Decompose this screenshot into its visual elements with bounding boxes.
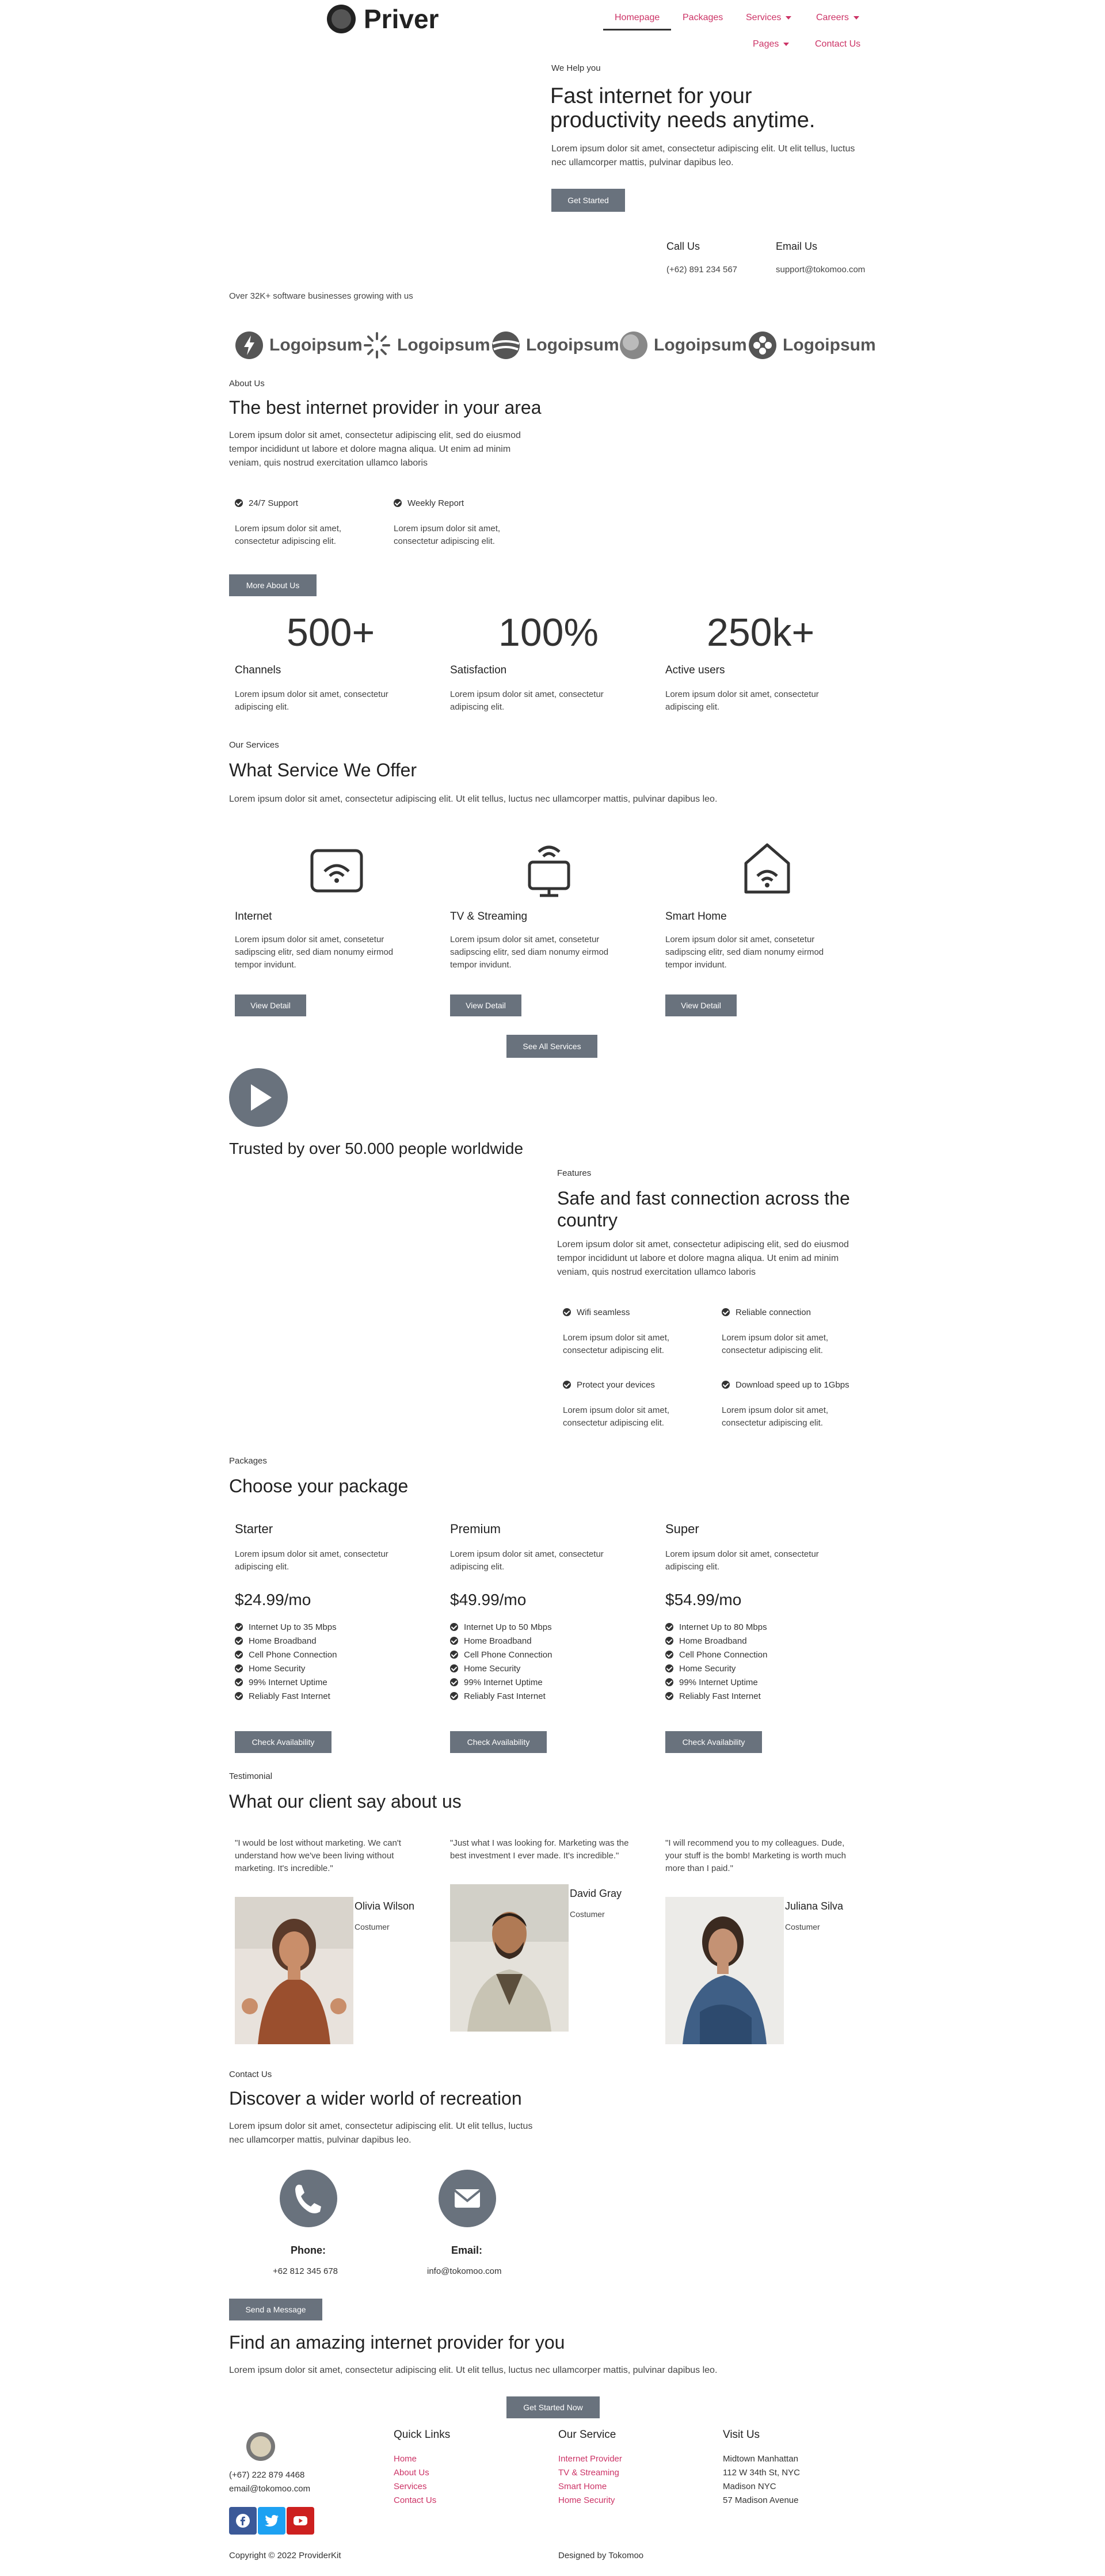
plan-feature — [450, 1676, 552, 1690]
plan-features-super — [665, 1621, 767, 1704]
email-label: Email: — [451, 2245, 483, 2256]
feature-label: Download speed up to 1Gbps — [736, 1380, 849, 1390]
check-circle-icon — [235, 1651, 243, 1659]
client-logo-text: Logoipsum — [654, 336, 747, 355]
check-availability-super-button[interactable]: Check Availability — [665, 1731, 762, 1753]
plan-features-starter — [235, 1621, 337, 1704]
plan-desc-line2: adipiscing elit. — [665, 1562, 720, 1572]
plan-feature — [450, 1690, 552, 1704]
visit-us-title: Visit Us — [723, 2429, 760, 2441]
service-desc-line1: Lorem ipsum dolor sit amet, consetetur — [450, 935, 600, 944]
view-detail-internet-button[interactable]: View Detail — [235, 994, 306, 1016]
about-feature-report — [394, 498, 464, 508]
client-logo-text: Logoipsum — [526, 336, 619, 355]
check-circle-icon — [235, 1692, 243, 1700]
play-video-button[interactable] — [229, 1068, 288, 1127]
chevron-down-icon — [783, 43, 789, 46]
check-circle-icon — [450, 1637, 458, 1645]
stat-desc-line2: adipiscing elit. — [665, 702, 720, 712]
brand-logo-icon[interactable] — [327, 5, 356, 33]
stat-value-users: 250k+ — [707, 611, 815, 654]
feature-desc-line1: Lorem ipsum dolor sit amet, — [563, 1333, 670, 1343]
cta-title: Find an amazing internet provider for you — [229, 2332, 565, 2353]
plan-feature — [235, 1662, 337, 1676]
hero-desc-line2: nec ullamcorper mattis, pulvinar dapibus leo. — [551, 158, 734, 167]
play-icon — [229, 1068, 288, 1127]
about-feature-desc-line2: consectetur adipiscing elit. — [235, 536, 336, 546]
service-desc-line2: sadipscing elitr, sed diam nonumy eirmod — [235, 947, 394, 957]
youtube-button[interactable] — [287, 2507, 314, 2535]
our-service-title: Our Service — [558, 2429, 616, 2441]
facebook-button[interactable] — [229, 2507, 257, 2535]
service-desc-line1: Lorem ipsum dolor sit amet, consetetur — [235, 935, 384, 944]
service-desc-line3: tempor invidunt. — [235, 960, 296, 970]
client-logo-3 — [491, 330, 619, 360]
check-circle-icon — [563, 1308, 571, 1316]
visit-line: 57 Madison Avenue — [723, 2495, 799, 2505]
check-circle-icon — [665, 1623, 673, 1631]
nav-careers[interactable] — [816, 13, 859, 23]
about-eyebrow: About Us — [229, 379, 265, 388]
testimonial-name-olivia: Olivia Wilson — [355, 1900, 415, 1912]
plan-price-premium: $49.99/mo — [450, 1591, 527, 1609]
check-circle-icon — [235, 499, 243, 507]
about-feature-label: Weekly Report — [407, 498, 464, 508]
about-feature-desc-line1: Lorem ipsum dolor sit amet, — [394, 524, 501, 534]
plan-feature — [235, 1634, 337, 1648]
send-message-button[interactable]: Send a Message — [229, 2299, 322, 2320]
check-circle-icon — [235, 1664, 243, 1672]
testimonial-role: Costumer — [785, 1922, 820, 1931]
testimonial-photo-juliana — [665, 1897, 784, 2044]
plan-feature — [665, 1690, 767, 1704]
testimonials-eyebrow: Testimonial — [229, 1771, 273, 1781]
services-desc: Lorem ipsum dolor sit amet, consectetur adipiscing elit. Ut elit tellus, luctus nec ullamcorper mattis, pulvinar dapibus leo. — [229, 794, 718, 804]
check-circle-icon — [450, 1664, 458, 1672]
chevron-down-icon — [786, 16, 791, 20]
plan-feature-label: Home Broadband — [679, 1636, 747, 1646]
testimonial-name-juliana: Juliana Silva — [785, 1900, 844, 1912]
plan-feature — [450, 1648, 552, 1662]
contact-title: Discover a wider world of recreation — [229, 2088, 522, 2109]
plan-feature-label: Reliably Fast Internet — [679, 1691, 761, 1701]
check-circle-icon — [722, 1308, 730, 1316]
features-desc-line1: Lorem ipsum dolor sit amet, consectetur adipiscing elit, sed do eiusmod — [557, 1240, 849, 1249]
packages-title: Choose your package — [229, 1476, 409, 1496]
call-us-label: Call Us — [666, 241, 700, 252]
feature-desc-line2: consectetur adipiscing elit. — [563, 1418, 664, 1428]
nav-services-label: Services — [746, 13, 782, 22]
packages-eyebrow: Packages — [229, 1456, 267, 1466]
stat-desc-line2: adipiscing elit. — [235, 702, 289, 712]
visit-line: Midtown Manhattan — [723, 2454, 798, 2464]
service-desc-line3: tempor invidunt. — [450, 960, 512, 970]
feature-download — [722, 1380, 849, 1390]
view-detail-smart-home-button[interactable]: View Detail — [665, 994, 737, 1016]
stat-label-satisfaction: Satisfaction — [450, 664, 507, 676]
visit-line: 112 W 34th St, NYC — [723, 2468, 800, 2478]
more-about-us-button[interactable]: More About Us — [229, 574, 317, 596]
stat-desc-line1: Lorem ipsum dolor sit amet, consectetur — [665, 689, 819, 699]
about-feature-desc-line1: Lorem ipsum dolor sit amet, — [235, 524, 342, 534]
testimonial-role: Costumer — [570, 1910, 605, 1919]
tv-streaming-icon — [526, 840, 572, 898]
sphere-logo-icon — [619, 331, 648, 360]
footer-link-smart-home[interactable]: Smart Home — [558, 2482, 607, 2491]
stat-label-users: Active users — [665, 664, 725, 676]
check-circle-icon — [235, 1678, 243, 1686]
feature-wifi — [563, 1308, 630, 1317]
person-photo-icon — [450, 1884, 569, 2032]
feature-desc-line1: Lorem ipsum dolor sit amet, — [563, 1405, 670, 1415]
check-circle-icon — [665, 1678, 673, 1686]
features-eyebrow: Features — [557, 1168, 592, 1178]
get-started-now-button[interactable]: Get Started Now — [506, 2396, 600, 2418]
service-name-internet: Internet — [235, 910, 272, 923]
testimonial-quote-line3: more than I paid." — [665, 1864, 733, 1873]
footer-link-tv[interactable]: TV & Streaming — [558, 2468, 619, 2478]
plan-feature — [665, 1662, 767, 1676]
footer-email[interactable]: email@tokomoo.com — [229, 2484, 311, 2494]
hero-title-line2: productivity needs anytime. — [550, 108, 816, 132]
flower-logo-icon — [748, 331, 777, 360]
client-logo-2 — [363, 330, 490, 360]
nav-contact-us[interactable]: Contact Us — [815, 39, 861, 49]
testimonial-quote-line3: marketing. It's incredible." — [235, 1864, 333, 1873]
plan-feature-label: 99% Internet Uptime — [679, 1678, 758, 1687]
plan-feature-label: 99% Internet Uptime — [249, 1678, 327, 1687]
testimonial-quote-line2: understand how we've been living without — [235, 1851, 394, 1861]
contact-desc-line2: nec ullamcorper mattis, pulvinar dapibus leo. — [229, 2135, 411, 2145]
twitter-button[interactable] — [258, 2507, 285, 2535]
stat-desc-line1: Lorem ipsum dolor sit amet, consectetur — [450, 689, 604, 699]
check-circle-icon — [665, 1664, 673, 1672]
plan-feature-label: Internet Up to 50 Mbps — [464, 1622, 552, 1632]
plan-feature-label: Reliably Fast Internet — [249, 1691, 330, 1701]
plan-feature-label: Cell Phone Connection — [679, 1650, 768, 1660]
check-availability-starter-button[interactable]: Check Availability — [235, 1731, 332, 1753]
see-all-services-button[interactable]: See All Services — [506, 1035, 597, 1058]
plan-price-super: $54.99/mo — [665, 1591, 742, 1609]
service-desc-line3: tempor invidunt. — [665, 960, 727, 970]
waves-logo-icon — [491, 331, 520, 360]
feature-desc-line2: consectetur adipiscing elit. — [722, 1346, 823, 1355]
about-feature-support — [235, 498, 298, 508]
client-logo-text: Logoipsum — [783, 336, 876, 355]
email-us-label: Email Us — [776, 241, 818, 252]
cta-desc: Lorem ipsum dolor sit amet, consectetur adipiscing elit. Ut elit tellus, luctus nec ullamcorper mattis, pulvinar dapibus leo. — [229, 2365, 718, 2375]
nav-pages-label: Pages — [753, 39, 779, 49]
stat-desc-line1: Lorem ipsum dolor sit amet, consectetur — [235, 689, 388, 699]
get-started-button[interactable]: Get Started — [551, 189, 625, 212]
plan-feature-label: Cell Phone Connection — [249, 1650, 337, 1660]
footer-link-contact[interactable]: Contact Us — [394, 2495, 437, 2505]
plan-feature-label: Home Security — [464, 1664, 521, 1674]
footer-logo-icon[interactable] — [246, 2432, 275, 2461]
feature-reliable — [722, 1308, 811, 1317]
about-desc-line1: Lorem ipsum dolor sit amet, consectetur adipiscing elit, sed do eiusmod — [229, 430, 521, 440]
features-desc-line2: tempor incididunt ut labore et dolore magna aliqua. Ut enim ad minim — [557, 1253, 839, 1263]
service-name-tv: TV & Streaming — [450, 910, 528, 923]
twitter-icon — [264, 2514, 279, 2527]
stat-value-satisfaction: 100% — [498, 611, 599, 654]
plan-desc-line1: Lorem ipsum dolor sit amet, consectetur — [665, 1549, 819, 1559]
plan-feature — [235, 1676, 337, 1690]
feature-label: Protect your devices — [577, 1380, 655, 1390]
footer-link-internet[interactable]: Internet Provider — [558, 2454, 622, 2464]
email-contact-button[interactable] — [439, 2170, 496, 2227]
service-desc-line2: sadipscing elitr, sed diam nonumy eirmod — [450, 947, 609, 957]
services-eyebrow: Our Services — [229, 740, 279, 750]
footer-phone[interactable]: (+67) 222 879 4468 — [229, 2470, 305, 2480]
plan-desc-line1: Lorem ipsum dolor sit amet, consectetur — [235, 1549, 388, 1559]
brand-name[interactable]: Priver — [364, 4, 439, 34]
stat-label-channels: Channels — [235, 664, 281, 676]
check-circle-icon — [665, 1651, 673, 1659]
testimonial-quote-line1: "I would be lost without marketing. We can't — [235, 1838, 401, 1848]
copyright: Copyright © 2022 ProviderKit — [229, 2551, 341, 2560]
contact-desc-line1: Lorem ipsum dolor sit amet, consectetur adipiscing elit. Ut elit tellus, luctus — [229, 2121, 533, 2131]
testimonial-role: Costumer — [355, 1922, 390, 1931]
plan-name-premium: Premium — [450, 1522, 501, 1536]
feature-desc-line2: consectetur adipiscing elit. — [722, 1418, 823, 1428]
email-us-value[interactable]: support@tokomoo.com — [776, 265, 866, 275]
testimonial-quote-line2: your stuff is the bomb! Marketing is worth much — [665, 1851, 847, 1861]
plan-desc-line2: adipiscing elit. — [235, 1562, 289, 1572]
services-title: What Service We Offer — [229, 760, 417, 780]
plan-feature — [235, 1648, 337, 1662]
footer-link-home[interactable]: Home — [394, 2454, 417, 2464]
features-title-line1: Safe and fast connection across the — [557, 1188, 850, 1209]
plan-features-premium — [450, 1621, 552, 1704]
router-icon — [310, 846, 364, 894]
check-circle-icon — [665, 1637, 673, 1645]
view-detail-tv-button[interactable]: View Detail — [450, 994, 521, 1016]
plan-feature-label: Home Broadband — [464, 1636, 532, 1646]
service-desc-line2: sadipscing elitr, sed diam nonumy eirmod — [665, 947, 824, 957]
envelope-icon — [439, 2170, 496, 2227]
plan-feature — [235, 1621, 337, 1634]
check-availability-premium-button[interactable]: Check Availability — [450, 1731, 547, 1753]
plan-name-starter: Starter — [235, 1522, 273, 1536]
plan-feature — [450, 1634, 552, 1648]
feature-desc-line1: Lorem ipsum dolor sit amet, — [722, 1405, 829, 1415]
nav-careers-label: Careers — [816, 13, 849, 22]
bolt-logo-icon — [235, 331, 264, 360]
testimonial-photo-david — [450, 1884, 569, 2032]
nav-services[interactable] — [746, 13, 791, 23]
footer-link-about[interactable]: About Us — [394, 2468, 429, 2478]
check-circle-icon — [450, 1678, 458, 1686]
person-photo-icon — [235, 1897, 353, 2044]
person-photo-icon — [665, 1897, 784, 2044]
check-circle-icon — [235, 1637, 243, 1645]
plan-feature-label: Home Broadband — [249, 1636, 317, 1646]
service-desc-line1: Lorem ipsum dolor sit amet, consetetur — [665, 935, 815, 944]
stat-value-channels: 500+ — [287, 611, 375, 654]
testimonials-title: What our client say about us — [229, 1791, 462, 1812]
nav-homepage[interactable]: Homepage — [615, 13, 660, 22]
phone-contact-button[interactable] — [280, 2170, 337, 2227]
phone-value[interactable]: +62 812 345 678 — [273, 2266, 338, 2276]
plan-feature-label: 99% Internet Uptime — [464, 1678, 543, 1687]
about-desc-line2: tempor incididunt ut labore et dolore magna aliqua. Ut enim ad minim — [229, 444, 511, 454]
testimonial-quote-line1: "Just what I was looking for. Marketing was the — [450, 1838, 629, 1848]
client-logo-text: Logoipsum — [397, 336, 490, 355]
email-value[interactable]: info@tokomoo.com — [427, 2266, 502, 2276]
check-circle-icon — [450, 1651, 458, 1659]
hero-desc-line1: Lorem ipsum dolor sit amet, consectetur adipiscing elit. Ut elit tellus, luctus — [551, 144, 855, 154]
check-circle-icon — [394, 499, 402, 507]
footer-link-security[interactable]: Home Security — [558, 2495, 615, 2505]
plan-feature — [665, 1648, 767, 1662]
about-feature-desc-line2: consectetur adipiscing elit. — [394, 536, 495, 546]
features-desc-line3: veniam, quis nostrud exercitation ullamco laboris — [557, 1267, 756, 1277]
plan-feature-label: Reliably Fast Internet — [464, 1691, 546, 1701]
plan-feature — [665, 1634, 767, 1648]
feature-protect — [563, 1380, 655, 1390]
feature-label: Wifi seamless — [577, 1308, 630, 1317]
testimonial-name-david: David Gray — [570, 1888, 622, 1899]
designed-by: Designed by Tokomoo — [558, 2551, 644, 2560]
phone-icon — [280, 2170, 337, 2227]
plan-feature — [450, 1621, 552, 1634]
footer-link-services[interactable]: Services — [394, 2482, 427, 2491]
plan-feature — [235, 1690, 337, 1704]
feature-label: Reliable connection — [736, 1308, 811, 1317]
client-logo-1 — [235, 330, 363, 360]
nav-active-underline — [603, 29, 671, 31]
check-circle-icon — [563, 1381, 571, 1389]
youtube-icon — [293, 2515, 308, 2527]
plan-feature — [450, 1662, 552, 1676]
about-feature-label: 24/7 Support — [249, 498, 298, 508]
hero-eyebrow: We Help you — [551, 63, 601, 73]
plan-desc-line1: Lorem ipsum dolor sit amet, consectetur — [450, 1549, 604, 1559]
check-circle-icon — [665, 1692, 673, 1700]
check-circle-icon — [722, 1381, 730, 1389]
chevron-down-icon — [853, 16, 859, 20]
quick-links-title: Quick Links — [394, 2429, 451, 2441]
plan-feature-label: Internet Up to 35 Mbps — [249, 1622, 337, 1632]
video-title: Trusted by over 50.000 people worldwide — [229, 1140, 524, 1157]
about-title: The best internet provider in your area — [229, 397, 542, 418]
plan-feature-label: Internet Up to 80 Mbps — [679, 1622, 767, 1632]
plan-price-starter: $24.99/mo — [235, 1591, 311, 1609]
call-us-value[interactable]: (+62) 891 234 567 — [666, 265, 738, 275]
testimonial-quote-line1: "I will recommend you to my colleagues. Dude, — [665, 1838, 845, 1848]
service-name-smart-home: Smart Home — [665, 910, 727, 923]
check-circle-icon — [450, 1692, 458, 1700]
stat-desc-line2: adipiscing elit. — [450, 702, 505, 712]
visit-line: Madison NYC — [723, 2482, 776, 2491]
feature-desc-line1: Lorem ipsum dolor sit amet, — [722, 1333, 829, 1343]
plan-feature — [665, 1621, 767, 1634]
about-desc-line3: veniam, quis nostrud exercitation ullamco laboris — [229, 458, 428, 468]
plan-feature — [665, 1676, 767, 1690]
clients-text: Over 32K+ software businesses growing with us — [229, 291, 413, 301]
nav-pages[interactable] — [753, 39, 789, 49]
contact-eyebrow: Contact Us — [229, 2070, 272, 2079]
plan-desc-line2: adipiscing elit. — [450, 1562, 505, 1572]
features-title-line2: country — [557, 1210, 618, 1230]
nav-packages[interactable]: Packages — [683, 13, 723, 22]
plan-feature-label: Cell Phone Connection — [464, 1650, 552, 1660]
plan-name-super: Super — [665, 1522, 699, 1536]
plan-feature-label: Home Security — [249, 1664, 306, 1674]
client-logo-text: Logoipsum — [269, 336, 363, 355]
phone-label: Phone: — [291, 2245, 326, 2256]
testimonial-photo-olivia — [235, 1897, 353, 2044]
client-logo-4 — [619, 330, 747, 360]
check-circle-icon — [235, 1623, 243, 1631]
plan-feature-label: Home Security — [679, 1664, 736, 1674]
check-circle-icon — [450, 1623, 458, 1631]
feature-desc-line2: consectetur adipiscing elit. — [563, 1346, 664, 1355]
smart-home-icon — [741, 840, 793, 898]
facebook-icon — [235, 2513, 250, 2528]
sunburst-logo-icon — [363, 331, 391, 360]
hero-title-line1: Fast internet for your — [550, 84, 752, 108]
testimonial-quote-line2: best investment I ever made. It's incredible." — [450, 1851, 619, 1861]
client-logo-5 — [748, 330, 876, 360]
